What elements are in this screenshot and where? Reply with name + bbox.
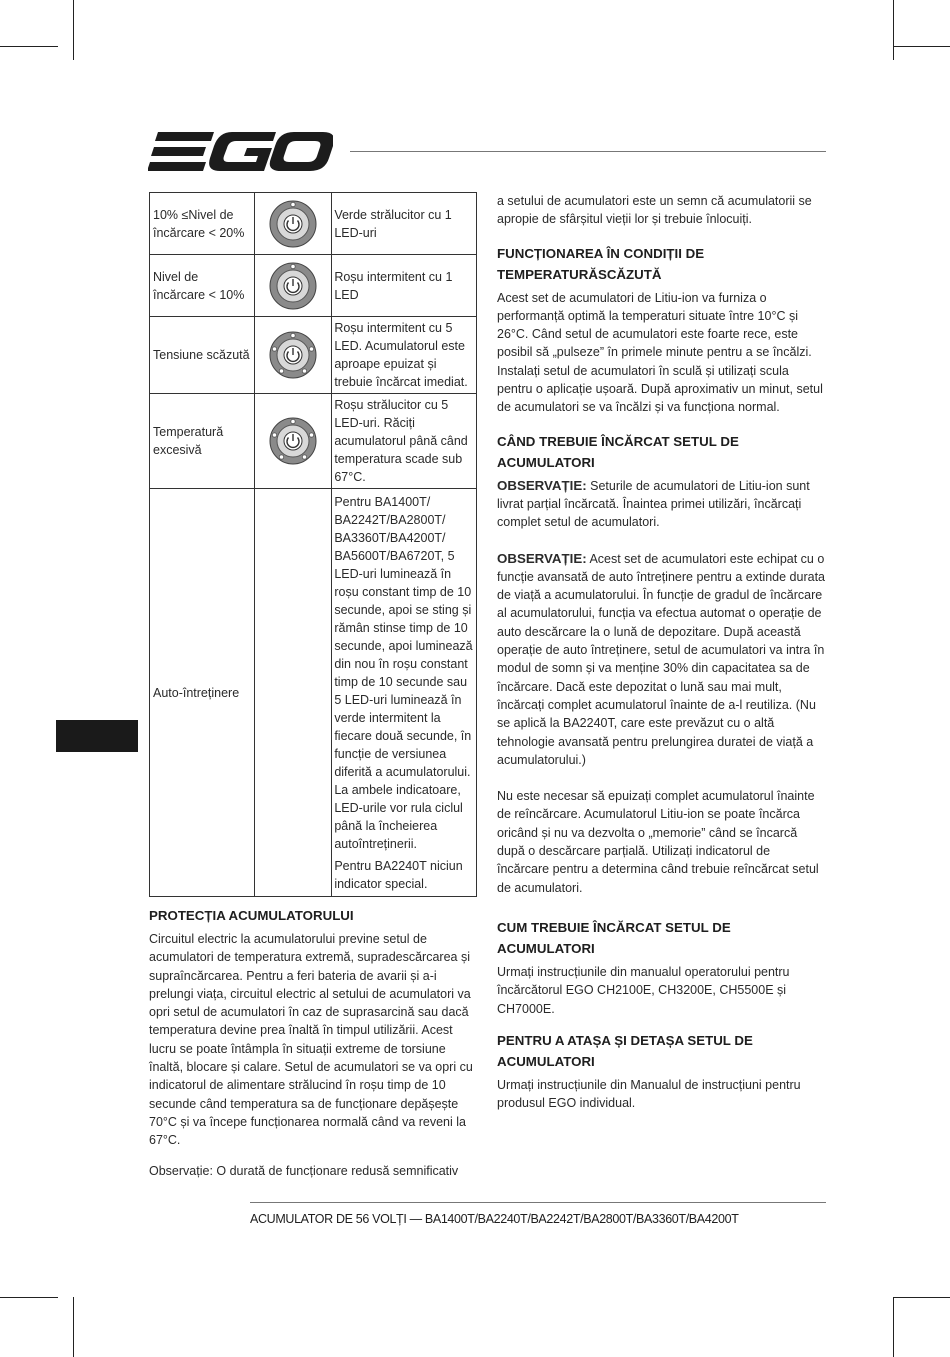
note-label: OBSERVAȚIE: bbox=[497, 477, 587, 493]
paragraph bbox=[497, 477, 825, 532]
table-row bbox=[150, 489, 477, 897]
left-column bbox=[149, 905, 477, 1180]
paragraph: a setului de acumulatori este un semn că acumulatorii se apropie de sfârșitul vieții lor și trebuie înlocuiți. bbox=[497, 194, 812, 227]
note-label: OBSERVAȚIE: bbox=[497, 550, 587, 566]
crop-mark bbox=[893, 1297, 950, 1298]
section-heading: PENTRU A ATAȘA ȘI DETAȘA SETUL DE ACUMULATORI bbox=[497, 1032, 753, 1069]
led-cell bbox=[254, 394, 332, 489]
description-text: Pentru BA2240T niciun indicator special. bbox=[334, 858, 463, 891]
crop-mark bbox=[0, 46, 58, 47]
description-text: Roșu strălucitor cu 5 LED-uri. Răciți acumulatorul până când temperatura scade sub 67°C. bbox=[334, 398, 468, 484]
ego-logo bbox=[148, 130, 333, 174]
note-text: Acest set de acumulatori este echipat cu o funcție avansată de auto întreținere pentru a extinde durata de viață a acumulatorului. În funcție de gradul de încărcare al acumulatorului, funcția va efectua automat o operație de auto descărcare la o lună de depozitare. După această operație de auto întreținere, setul de acumulatori va intra în modul de somn și va menține 30% din capacitatea sa de încărcare. Dacă este depozitat o lună sau mai mult, încărcați complet acumulatorul înainte de a-l reutiliza. (Nu se aplică la BA2240T, care este prevăzut cu o altă tehnologie avansată pentru prelungirea duratei de viață a acumulatorului.) bbox=[497, 551, 826, 767]
status-label: Auto-întreținere bbox=[150, 489, 255, 897]
footer-title: ACUMULATOR DE 56 VOLȚI — BA1400T/BA2240T/BA2242T/BA2800T/BA3360T/BA4200T bbox=[250, 1212, 739, 1226]
status-description bbox=[332, 193, 477, 255]
footer-rule bbox=[250, 1202, 826, 1203]
led-cell bbox=[254, 193, 332, 255]
status-description bbox=[332, 255, 477, 317]
led-cell bbox=[254, 489, 332, 897]
status-label: Nivel de încărcare < 10% bbox=[150, 255, 255, 317]
description-text: Verde strălucitor cu 1 LED-uri bbox=[334, 207, 452, 240]
section-heading: FUNCȚIONAREA ÎN CONDIȚII DE TEMPERATURĂSCĂZUTĂ bbox=[497, 245, 705, 282]
status-label: 10% ≤Nivel de încărcare < 20% bbox=[150, 193, 255, 255]
table-row bbox=[150, 193, 477, 255]
power-led-icon bbox=[268, 261, 318, 311]
section-heading: PROTECȚIA ACUMULATORULUI bbox=[149, 908, 354, 923]
paragraph: Observație: O durată de funcționare redusă semnificativ bbox=[149, 1163, 459, 1178]
section-heading: CUM TREBUIE ÎNCĂRCAT SETUL DE ACUMULATORI bbox=[497, 919, 731, 956]
status-label: Tensiune scăzută bbox=[150, 317, 255, 394]
paragraph: Circuitul electric la acumulatorului previne setul de acumulatori de temperatura extremă, supradescărcarea și supraîncărcarea. Pentru a feri bateria de avarii și a-i prelungi viața, circuitul electric al setului de acumulatori va opri setul de acumulatori în caz de suprasarcină sau dacă temperatura devine prea înaltă în timpul utilizării. Acest lucru se poate întâmpla în situații extreme de torsiune înaltă, blocare și calare. Setul de acumulatori se va opri cu indicatorul de alimentare strălucind în roșu timp de 10 secunde când temperatura sa de funcționare depășește 70°C și va începe funcționarea normală când va reveni la 67°C. bbox=[149, 932, 473, 1148]
note-text: Seturile de acumulatori de Litiu-ion sunt livrat parțial încărcată. Înaintea primei utilizări, încărcați complet setul de acumulatori. bbox=[497, 478, 810, 530]
paragraph: Urmați instrucțiunile din manualul operatorului pentru încărcătorul EGO CH2100E, CH3200E, CH5500E și CH7000E. bbox=[497, 964, 790, 1016]
crop-mark bbox=[73, 0, 74, 60]
paragraph bbox=[497, 550, 825, 770]
language-tab bbox=[56, 720, 138, 752]
status-description bbox=[332, 317, 477, 394]
crop-mark bbox=[893, 1297, 894, 1357]
paragraph: Acest set de acumulatori de Litiu-ion va furniza o performanță optimă la temperaturi situate între 10°C și 26°C. Când setul de acumulatori este foarte rece, este posibil să „pulseze” în primele minute pentru a se încălzi. Instalați setul de acumulatori în sculă și utilizați scula pentru o aplicație ușoară. După aproximativ un minut, setul de acumulatori se va încălzi și va funcționa normal. bbox=[497, 290, 823, 415]
paragraph: Urmați instrucțiunile din Manualul de instrucțiuni pentru produsul EGO individual. bbox=[497, 1077, 801, 1111]
led-cell bbox=[254, 255, 332, 317]
status-label: Temperatură excesivă bbox=[150, 394, 255, 489]
crop-mark bbox=[893, 0, 894, 60]
power-led-icon bbox=[268, 199, 318, 249]
power-led-icon bbox=[268, 330, 318, 380]
description-text: Roșu intermitent cu 1 LED bbox=[334, 269, 453, 302]
table-row bbox=[150, 394, 477, 489]
power-led-icon bbox=[268, 416, 318, 466]
table-row bbox=[150, 255, 477, 317]
description-text: Roșu intermitent cu 5 LED. Acumulatorul este aproape epuizat și trebuie încărcat imediat. bbox=[334, 321, 468, 389]
description-text: Pentru BA1400T/ BA2242T/BA2800T/ BA3360T/BA4200T/ BA5600T/BA6720T, 5 LED-uri luminează în roșu constant timp de 10 secunde, apoi se sting și rămân stinse timp de 10 secunde, apoi luminează din nou în roșu constant timp de 10 secunde sau 5 LED-uri luminează în verde intermitent la fiecare două secunde, în funcție de versiunea diferită a acumulatorului. La ambele indicatoare, LED-urile vor rula ciclul până la încheierea autoîntreținerii. bbox=[334, 494, 473, 851]
crop-mark bbox=[73, 1297, 74, 1357]
crop-mark bbox=[0, 1297, 58, 1298]
right-column bbox=[497, 192, 825, 1112]
led-status-table bbox=[149, 192, 477, 897]
crop-mark bbox=[893, 46, 950, 47]
header-rule bbox=[350, 151, 826, 152]
status-description bbox=[332, 394, 477, 489]
paragraph: Nu este necesar să epuizați complet acumulatorul înainte de reîncărcare. Acumulatorul Litiu-ion se poate încărca oricând și nu va dezvolta o „memorie” când se încarcă după o descărcare parțială. Utilizați indicatorul de încărcare pentru a determina când trebuie reîncărcat setul de acumulatori. bbox=[497, 789, 819, 895]
table-row bbox=[150, 317, 477, 394]
status-description bbox=[332, 489, 477, 897]
section-heading: CÂND TREBUIE ÎNCĂRCAT SETUL DE ACUMULATORI bbox=[497, 433, 739, 470]
led-cell bbox=[254, 317, 332, 394]
